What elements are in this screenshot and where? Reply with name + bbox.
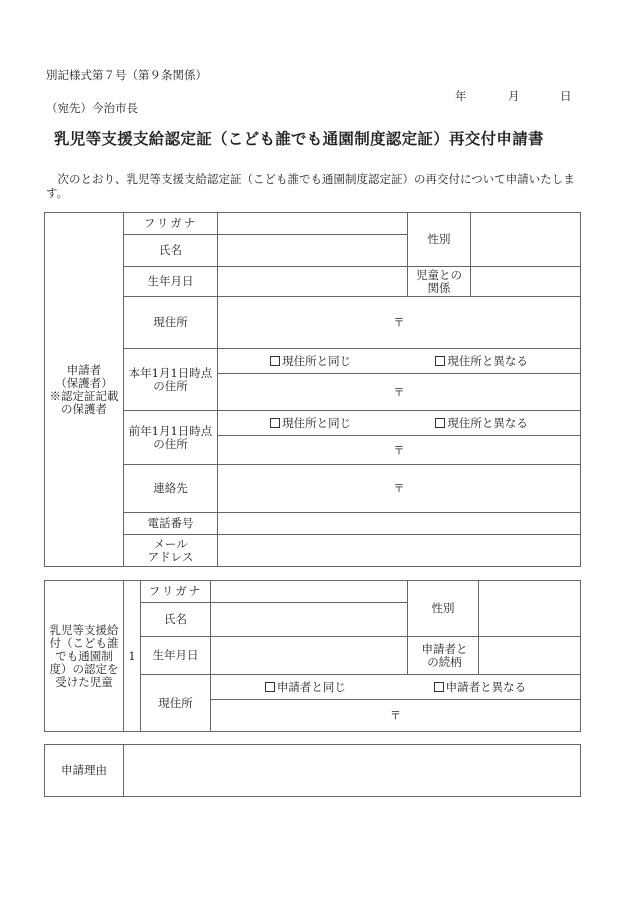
postal-mark: 〒 [393,443,405,457]
applicant-relation-field[interactable] [471,267,581,297]
child-gender-field[interactable] [479,581,581,637]
child-name-label: 氏名 [141,603,211,637]
form-number: 別記様式第７号（第９条関係） [46,68,207,82]
email-label: メール アドレス [124,535,218,567]
date-month-label: 月 [508,89,520,103]
applicant-current-address-field[interactable] [218,297,581,349]
same-as-current-checkbox[interactable]: 現住所と同じ [270,355,351,368]
child-furigana-label: フリガナ [141,581,211,603]
applicant-name-field[interactable] [218,235,408,267]
child-current-address-field[interactable] [211,700,581,732]
intro-text: 次のとおり、乳児等支援支給認定証（こども誰でも通園制度認定証）の再交付について申請いたします。 [46,172,575,200]
child-table [44,580,581,732]
reason-field[interactable] [124,745,581,797]
same-as-applicant-checkbox[interactable]: 申請者と同じ [265,681,346,694]
postal-mark: 〒 [393,385,405,399]
postal-mark: 〒 [393,316,405,329]
addressee: （宛先）今治市長 [46,101,138,115]
child-gender-label: 性別 [408,581,479,637]
child-name-field[interactable] [211,603,408,637]
applicant-table [44,212,581,567]
reason-table [44,744,581,797]
last-year-address-options [218,411,581,436]
applicant-furigana-field[interactable] [218,213,408,235]
child-furigana-field[interactable] [211,581,408,603]
this-year-address-options [218,349,581,374]
reason-label: 申請理由 [45,745,124,797]
child-section-label: 乳児等支援給付（こども誰でも通園制度）の認定を受けた児童 [45,581,124,732]
document-title: 乳児等支援支給認定証（こども誰でも通園制度認定証）再交付申請書 [54,129,544,148]
child-row-number: 1 [124,581,141,732]
applicant-birthdate-label: 生年月日 [124,267,218,297]
same-as-current-checkbox[interactable]: 現住所と同じ [270,417,351,430]
address-jan1-last-year-field[interactable] [218,436,581,465]
different-from-current-checkbox[interactable]: 現住所と異なる [435,417,528,430]
applicant-gender-label: 性別 [408,213,471,267]
date-day-label: 日 [560,89,572,103]
email-field[interactable] [218,535,581,567]
contact-label: 連絡先 [124,465,218,513]
child-birthdate-label: 生年月日 [141,637,211,675]
applicant-birthdate-field[interactable] [218,267,408,297]
address-jan1-this-year-field[interactable] [218,374,581,411]
address-jan1-last-year-label: 前年1月1日時点の住所 [124,411,218,465]
contact-field[interactable] [218,465,581,513]
applicant-current-address-label: 現住所 [124,297,218,349]
postal-mark: 〒 [393,482,405,495]
different-from-applicant-checkbox[interactable]: 申請者と異なる [434,681,527,694]
child-address-options [211,675,581,700]
child-relation-field[interactable] [479,637,581,675]
phone-label: 電話番号 [124,513,218,535]
applicant-section-label: 申請者 （保護者） ※認定証記載の保護者 [45,213,124,567]
applicant-furigana-label: フリガナ [124,213,218,235]
child-birthdate-field[interactable] [211,637,408,675]
phone-field[interactable] [218,513,581,535]
address-jan1-this-year-label: 本年1月1日時点の住所 [124,349,218,411]
postal-mark: 〒 [390,709,401,722]
applicant-gender-field[interactable] [471,213,581,267]
date-year-label: 年 [455,89,467,103]
applicant-name-label: 氏名 [124,235,218,267]
child-current-address-label: 現住所 [141,675,211,732]
child-relation-label: 申請者と の続柄 [408,637,479,675]
applicant-relation-label: 児童との 関係 [408,267,471,297]
different-from-current-checkbox[interactable]: 現住所と異なる [435,355,528,368]
